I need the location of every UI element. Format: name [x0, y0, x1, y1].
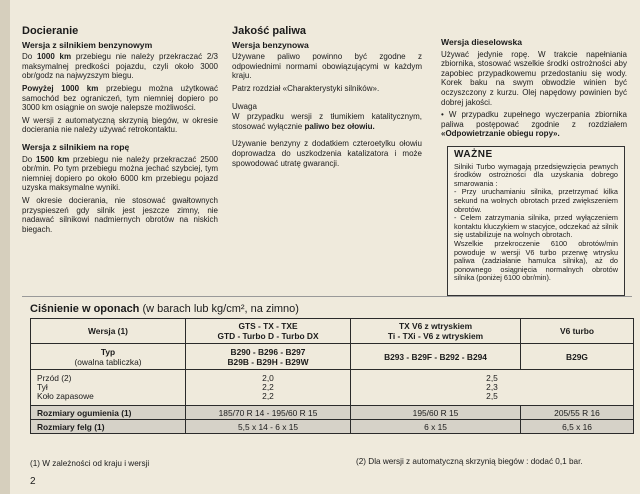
divider: [22, 296, 632, 297]
label-rim-size: Rozmiary felg (1): [31, 420, 186, 434]
page-number: 2: [30, 476, 36, 487]
types-group-1: B290 - B296 - B297 B29B - B29H - B29W: [186, 344, 351, 370]
paragraph-leaded-fuel: Używanie benzyny z dodatkiem czteroetylku ołowiu doprowadza do uszkodzenia katalizatora i może spowodować utratę gwarancji.: [232, 139, 422, 168]
tyre-size-group-3: 205/55 R 16: [521, 406, 634, 420]
heading-diesel-fuel: Wersja dieselowska: [441, 37, 523, 47]
label-tyre-size: Rozmiary ogumienia (1): [31, 406, 186, 420]
column-fuel-quality: [232, 27, 422, 171]
warning-title: WAŻNE: [454, 149, 493, 160]
paragraph-automatic: W wersji z automatyczną skrzynią biegów, w okresie docierania nie należy używać retrokontaktu.: [22, 115, 218, 135]
pressure-group-1: 2,0 2,2 2,2: [186, 370, 351, 406]
header-type: Typ (owalna tabliczka): [31, 344, 186, 370]
table-row: [31, 420, 634, 434]
paragraph-petrol-2: Powyżej 1000 km przebiegu można użytkować samochód bez ograniczeń, tym niemniej dopiero po 3000 km osiągnie on swoje nalepsze możliwości.: [22, 83, 218, 113]
rim-size-group-2: 6 x 15: [351, 420, 521, 434]
footnote-2: (2) Dla wersji z automatyczną skrzynią biegów : dodać 0,1 bar.: [356, 457, 583, 466]
page-edge: [0, 0, 10, 494]
tyre-pressure-table: [30, 318, 634, 434]
header-version: Wersja (1): [31, 319, 186, 344]
heading-petrol-version: Wersja z silnikiem benzynowym: [22, 39, 153, 50]
header-group-1: GTS - TX - TXE GTD - Turbo D - Turbo DX: [186, 319, 351, 344]
table-row: [31, 370, 634, 406]
table-row: [31, 344, 634, 370]
pressure-group-2-3: 2,5 2,3 2,5: [351, 370, 634, 406]
warning-text-1: Silniki Turbo wymagają przedsięwzięcia pewnych środków ostrożności dla uzyskania dobrego smarowania :: [454, 161, 618, 188]
section-title-break-in: Docieranie: [22, 25, 79, 37]
paragraph-diesel-2: W okresie docierania, nie stosować gwałtownych przyspieszeń gdy silnik jest jeszcze zimny, nie nadawać silnikowi nadmiernych obrotów na niskich biegach.: [22, 195, 218, 234]
footnote-1: (1) W zależności od kraju i wersji: [30, 459, 150, 468]
column-diesel: [441, 36, 627, 142]
paragraph-diesel-1: Do 1500 km przebiegu nie należy przekraczać 2500 obr/min. Po tym przebiegu można jechać szybciej, tym niemniej dopiero po około 6000 km przebiegu pojazd uzyska maksymalne wyniki.: [22, 154, 218, 193]
table-row: [31, 406, 634, 420]
tyre-size-group-1: 185/70 R 14 - 195/60 R 15: [186, 406, 351, 420]
tyre-size-group-2: 195/60 R 15: [351, 406, 521, 420]
types-group-2: B293 - B29F - B292 - B294: [351, 344, 521, 370]
column-break-in: [22, 27, 218, 237]
warning-box: [447, 146, 625, 296]
paragraph-catalytic: W przypadku wersji z tłumikiem katalitycznym, stosować wyłącznie paliwo bez ołowiu.: [232, 112, 422, 131]
paragraph-bleeding: • W przypadku zupełnego wyczerpania zbiornika paliwa postępować zgodnie z rozdziałem «Odpowietrzanie obiegu ropy».: [441, 110, 627, 139]
paragraph-see-chapter: Patrz rozdział «Charakterystyki silników».: [232, 83, 380, 93]
paragraph-diesel-fuel: Używać jedynie ropę. W trakcie napełniania zbiornika, stosować wszelkie środki ostrożności aby zapobiec przypadkowemu przedostaniu się wody. Korek baku na swym obwodzie winien być oczyszczony z kurzu. Olej napędowy powinien być dobrej jakości.: [441, 49, 627, 107]
rim-size-group-1: 5,5 x 14 - 6 x 15: [186, 420, 351, 434]
warning-text-2: - Przy uruchamianiu silnika, przetrzymać kilka sekund na wolnych obrotach przed zwiększeniem obrotów.: [454, 187, 618, 214]
rim-size-group-3: 6,5 x 16: [521, 420, 634, 434]
paragraph-fuel-norms: Używane paliwo powinno być zgodne z odpowiednimi normami obowiązującymi w każdym kraju.: [232, 52, 422, 81]
tyre-pressure-title: Ciśnienie w oponach (w barach lub kg/cm², na zimno): [30, 303, 299, 315]
header-group-3: V6 turbo: [521, 319, 634, 344]
warning-text-4: Wszelkie przekroczenie 6100 obrotów/min powoduje w wersji V6 turbo przerwę wtrysku paliwa (zadziałanie hamulca silnika), aż do ponownego osiągnięcia normalnych obrotów silnika (poniżej 6100 obr/min).: [454, 238, 618, 283]
types-group-3: B29G: [521, 344, 634, 370]
table-row: [31, 319, 634, 344]
header-group-2: TX V6 z wtryskiem Ti - TXi - V6 z wtryskiem: [351, 319, 521, 344]
pressure-labels: Przód (2) Tył Koło zapasowe: [31, 370, 186, 406]
warning-text-3: - Celem zatrzymania silnika, przed wyłączeniem kontaktu kluczykiem w stacyjce, odczekać aż silnik się ustabilizuje na wolnych obrotach.: [454, 213, 618, 240]
heading-note: Uwaga: [232, 101, 257, 111]
heading-petrol-fuel: Wersja benzynowa: [232, 39, 309, 50]
section-title-fuel-quality: Jakość paliwa: [232, 25, 306, 37]
heading-diesel-version: Wersja z silnikiem na ropę: [22, 141, 130, 152]
paragraph-petrol-1: Do 1000 km przebiegu nie należy przekraczać 2/3 maksymalnej predkości pojazdu, czyli około 3000 obr/godz na najwyzszym biegu.: [22, 52, 219, 81]
